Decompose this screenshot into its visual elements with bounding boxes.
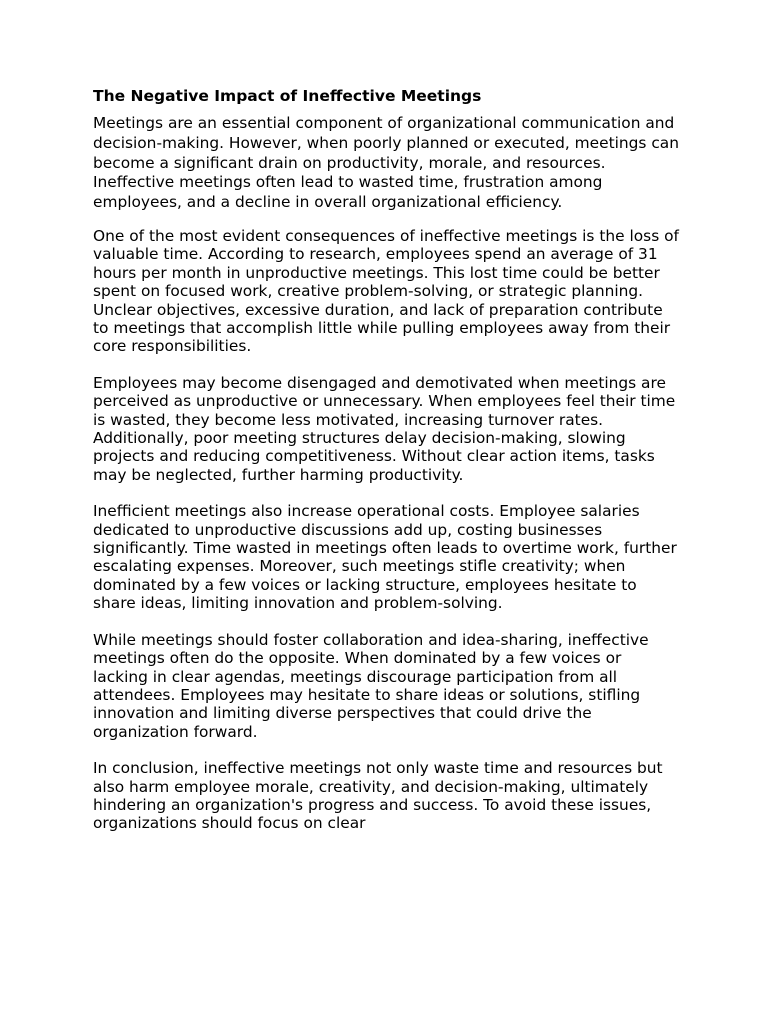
paragraph-collaboration: While meetings should foster collaboration and idea-sharing, ineffective meetings often do the opposite. When dominated by a few voices or lacking in clear agendas, meetings discourage participation from all attendees. Employees may hesitate to share ideas or solutions, stifling innovation and limiting diverse perspectives that could drive the organization forward. bbox=[93, 630, 649, 741]
document-title: The Negative Impact of Ineffective Meetings bbox=[93, 87, 482, 105]
paragraph-conclusion: In conclusion, ineffective meetings not only waste time and resources but also harm employee morale, creativity, and decision-making, ultimately hindering an organization's progress and success. To avoid these issues, organizations should focus on clear bbox=[93, 759, 663, 833]
paragraph-disengagement: Employees may become disengaged and demotivated when meetings are perceived as unproductive or unnecessary. When employees feel their time is wasted, they become less motivated, increasing turnover rates. Additionally, poor meeting structures delay decision-making, slowing projects and reducing competitiveness. Without clear action items, tasks may be neglected, further harming productivity. bbox=[93, 373, 676, 484]
paragraph-introduction: Meetings are an essential component of organizational communication and decision-making. However, when poorly planned or executed, meetings can become a significant drain on productivity, morale, and resources. Ineffective meetings often lead to wasted time, frustration among employees, and a decline in overall organizational efficiency. bbox=[93, 114, 679, 212]
document-page bbox=[93, 86, 681, 851]
paragraph-lost-time: One of the most evident consequences of ineffective meetings is the loss of valuable time. According to research, employees spend an average of 31 hours per month in unproductive meetings. This lost time could be better spent on focused work, creative problem-solving, or strategic planning. Unclear objectives, excessive duration, and lack of preparation contribute to meetings that accomplish little while pulling employees away from their core responsibilities. bbox=[93, 226, 679, 356]
paragraph-operational-costs: Inefficient meetings also increase operational costs. Employee salaries dedicated to unproductive discussions add up, costing businesses significantly. Time wasted in meetings often leads to overtime work, further escalating expenses. Moreover, such meetings stifle creativity; when dominated by a few voices or lacking structure, employees hesitate to share ideas, limiting innovation and problem-solving. bbox=[93, 502, 677, 613]
